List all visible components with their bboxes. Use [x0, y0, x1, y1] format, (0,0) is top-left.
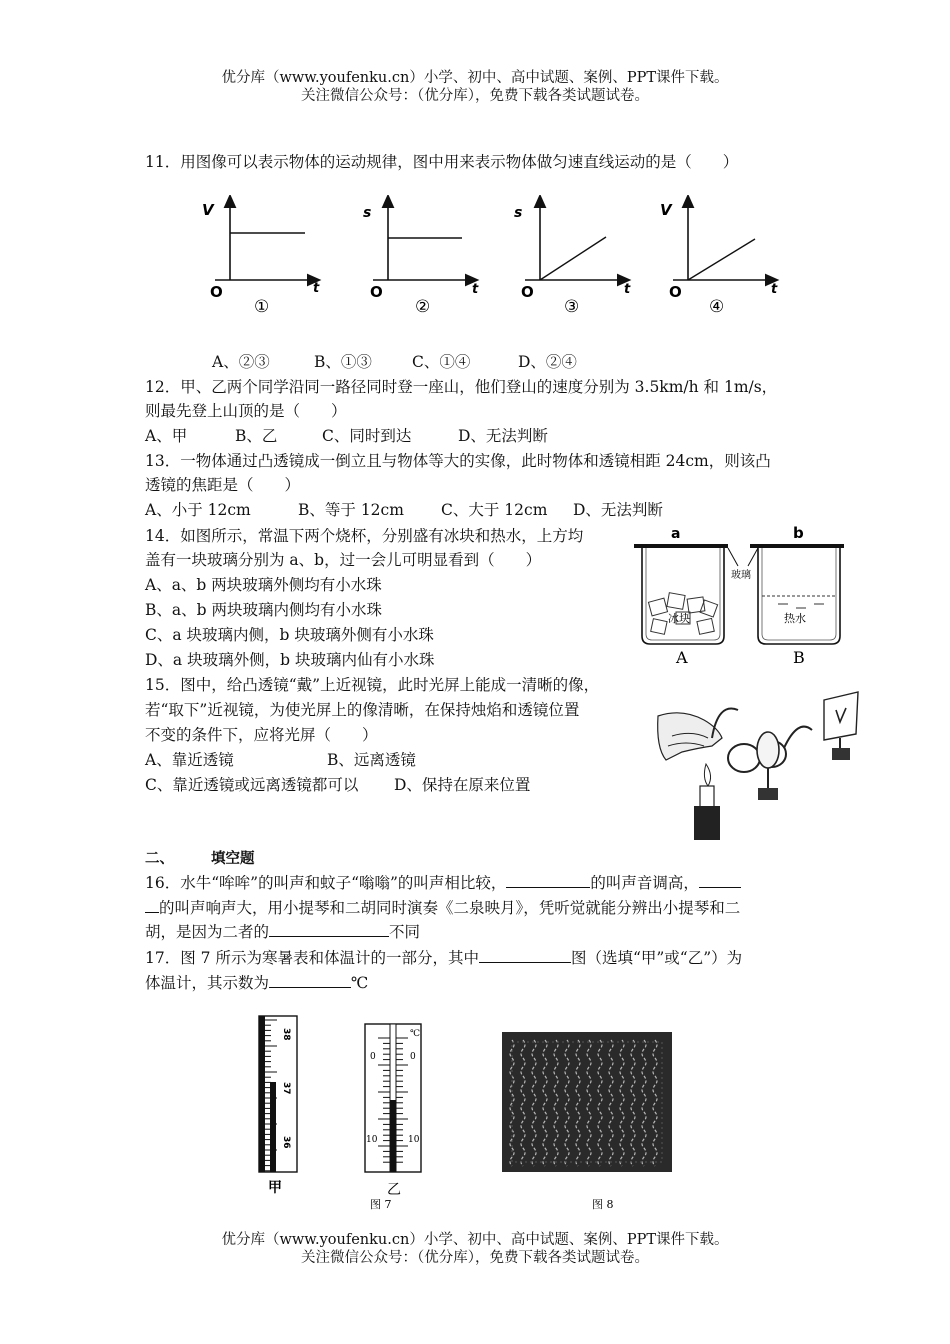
q15-lens-figure [652, 688, 872, 848]
yi-tick-10-right: 10 [408, 1135, 420, 1145]
graph-2 [363, 200, 479, 317]
hot-water-label: 热水 [784, 612, 806, 625]
q15-option-a: A、靠近透镜 [145, 751, 234, 769]
yi-tick-0-left: 0 [370, 1052, 376, 1062]
q14-option-a: A、a、b 两块玻璃外侧均有小水珠 [145, 576, 382, 594]
glass-b-label: b [793, 524, 804, 542]
q12-option-c: C、同时到达 [322, 427, 412, 445]
figure-8-image [502, 1032, 672, 1172]
jia-label: 甲 [268, 1180, 282, 1196]
q11-option-b: B、①③ [314, 353, 372, 371]
glass-a-label: a [671, 526, 681, 542]
glass-label: 玻璃 [731, 570, 751, 581]
q17-line-2-text-a: 体温计，其示数为 [145, 974, 270, 992]
graph-1-xlabel: t [313, 281, 320, 296]
thermometer-yi [365, 1024, 421, 1198]
section-2-number: 二、 [145, 851, 174, 867]
q13-option-d: D、无法判断 [573, 501, 663, 519]
q14-option-c: C、a 块玻璃内侧，b 块玻璃外侧有小水珠 [145, 626, 434, 644]
header-line-2: 关注微信公众号：（优分库），免费下载各类试题试卷。 [301, 88, 649, 104]
q12-option-d: D、无法判断 [458, 427, 548, 445]
q17-line-1-text-a: 17．图 7 所示为寒暑表和体温计的一部分，其中 [145, 949, 479, 967]
header-line-1: 优分库（www.youfenku.cn）小学、初中、高中试题、案例、PPT课件下载。 [221, 70, 729, 86]
q17-blank-1[interactable] [479, 948, 571, 963]
q16-line-2 [145, 898, 740, 918]
figure-7-8 [250, 1012, 690, 1212]
graph-2-ylabel: s [363, 205, 372, 221]
footer-line-1: 优分库（www.youfenku.cn）小学、初中、高中试题、案例、PPT课件下载。 [221, 1232, 729, 1248]
q14-line-1: 14．如图所示，常温下两个烧杯，分别盛有冰块和热水，上方均 [145, 527, 584, 545]
q15-line-3: 不变的条件下，应将光屏（ ） [145, 726, 378, 744]
graph-3-number: ③ [564, 297, 580, 317]
graph-1-ylabel: V [202, 201, 214, 219]
yi-tick-10-left: 10 [366, 1135, 378, 1145]
q12-option-b: B、乙 [235, 427, 278, 445]
q14-option-b: B、a、b 两块玻璃内侧均有小水珠 [145, 601, 382, 619]
graph-4-xlabel: t [771, 282, 778, 297]
q15-line-2: 若“取下”近视镜，为使光屏上的像清晰，在保持烛焰和透镜位置 [145, 701, 580, 719]
figure-8-caption: 图 8 [592, 1198, 614, 1211]
footer-line-2: 关注微信公众号：（优分库），免费下载各类试题试卷。 [301, 1250, 649, 1266]
graph-3 [514, 200, 631, 317]
yi-tick-0-right: 0 [410, 1052, 416, 1062]
graph-2-number: ② [415, 297, 431, 317]
q11-option-d: D、②④ [518, 353, 577, 371]
graph-3-ylabel: s [514, 205, 523, 221]
q16-line-3 [145, 922, 420, 942]
q16-line-1 [145, 873, 741, 893]
q12-line-1: 12．甲、乙两个同学沿同一路径同时登一座山，他们登山的速度分别为 3.5km/h 和 1m/s， [145, 378, 778, 396]
q15-line-1: 15．图中，给凸透镜“戴”上近视镜，此时光屏上能成一清晰的像， [145, 676, 600, 694]
q16-line-3-text-b: 不同 [389, 923, 421, 941]
graph-1 [202, 200, 320, 317]
graph-3-xlabel: t [624, 282, 631, 297]
q13-option-c: C、大于 12cm [441, 501, 548, 519]
q16-line-2-text: 的叫声响声大，用小提琴和二胡同时演奏《二泉映月》，凭听觉就能分辨出小提琴和二 [159, 899, 741, 917]
q16-blank-3[interactable] [269, 922, 389, 937]
q13-line-1: 13．一物体通过凸透镜成一倒立且与物体等大的实像，此时物体和透镜相距 24cm，则该凸 [145, 452, 771, 470]
q16-line-3-text-a: 胡，是因为二者的 [145, 923, 270, 941]
q11-option-a: A、②③ [212, 353, 270, 371]
q17-line-2-text-b: ℃ [351, 974, 369, 992]
graph-4-ylabel: V [660, 201, 672, 219]
hot-water [762, 596, 836, 608]
graph-1-number: ① [254, 297, 270, 317]
beaker-a-caption: A [676, 648, 688, 667]
q16-blank-1[interactable] [506, 873, 590, 888]
q11-option-c: C、①④ [412, 353, 471, 371]
q14-beakers-figure [628, 520, 853, 670]
q17-line-2 [145, 973, 368, 993]
q17-blank-2[interactable] [269, 973, 351, 988]
beaker-b-caption: B [793, 648, 805, 667]
q13-option-b: B、等于 12cm [298, 501, 404, 519]
yi-unit: ℃ [410, 1029, 421, 1039]
q12-line-2: 则最先登上山顶的是（ ） [145, 402, 347, 420]
q11-stem: 11．用图像可以表示物体的运动规律，图中用来表示物体做匀速直线运动的是（ ） [145, 153, 739, 171]
q13-option-a: A、小于 12cm [145, 501, 251, 519]
graph-2-origin: O [370, 283, 383, 301]
graph-2-xlabel: t [472, 282, 479, 297]
jia-tick-38: 38 [281, 1028, 291, 1041]
jia-tick-37: 37 [281, 1082, 291, 1095]
graph-4 [660, 200, 778, 317]
q15-option-c: C、靠近透镜或远离透镜都可以 [145, 776, 359, 794]
q16-blank-2b[interactable] [145, 898, 159, 913]
figure-7-caption: 图 7 [370, 1198, 392, 1211]
graph-4-origin: O [669, 283, 682, 301]
q16-blank-2a[interactable] [699, 873, 741, 888]
q14-option-d: D、a 块玻璃外侧，b 块玻璃内仙有小水珠 [145, 651, 435, 669]
jia-tick-36: 36 [281, 1136, 291, 1149]
yi-label: 乙 [387, 1182, 401, 1198]
q16-line-1-text-b: 的叫声音调高， [590, 874, 699, 892]
q12-option-a: A、甲 [145, 427, 188, 445]
q15-option-b: B、远离透镜 [327, 751, 416, 769]
q17-line-1 [145, 948, 742, 968]
q13-line-2: 透镜的焦距是（ ） [145, 476, 301, 494]
graph-4-number: ④ [709, 297, 725, 317]
section-2-title: 填空题 [211, 851, 255, 867]
q17-line-1-text-b: 图（选填“甲”或“乙”）为 [570, 949, 743, 967]
graph-3-origin: O [521, 283, 534, 301]
q15-option-d: D、保持在原来位置 [394, 776, 531, 794]
q11-graphs [190, 195, 790, 325]
q16-line-1-text-a: 16．水牛“哞哞”的叫声和蚊子“嗡嗡”的叫声相比较， [145, 874, 507, 892]
ice-label: 冰块 [668, 612, 690, 625]
thermometer-jia [259, 1016, 297, 1196]
q14-line-2: 盖有一块玻璃分别为 a、b，过一会儿可明显看到（ ） [145, 551, 542, 569]
graph-1-origin: O [210, 283, 223, 301]
